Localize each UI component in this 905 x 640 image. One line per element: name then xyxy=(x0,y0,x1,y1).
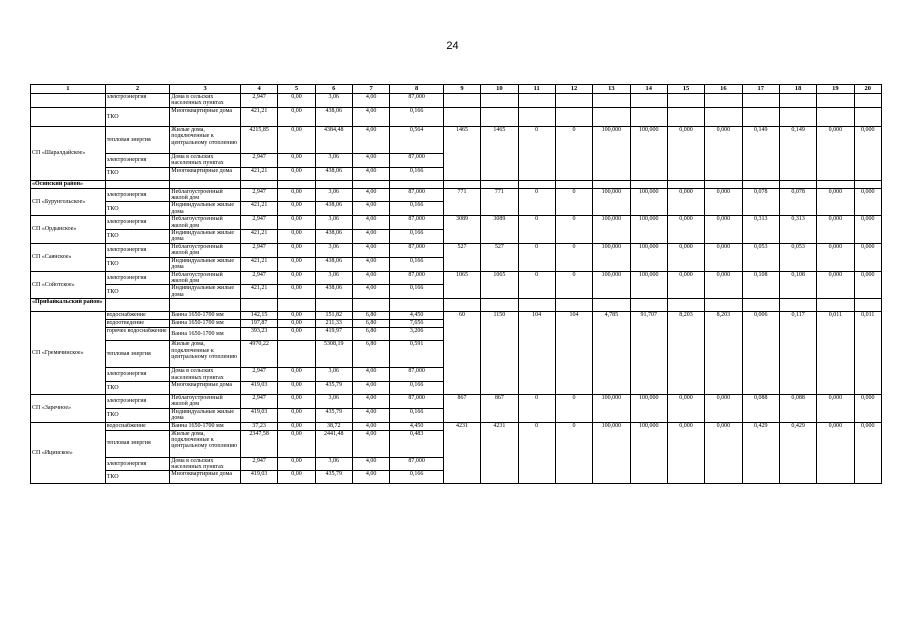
settlement-name: СП «Ицинское» xyxy=(31,422,106,484)
table-row: СП «Гремячинское» водоснабжение Ванна 1650-1700 мм 142,15 0,00 151,82 6,80 4,450 60 1150 104 104 4,785 91,707 8,203 8,203 0,006 0,117 0,011 0,011 xyxy=(31,312,882,320)
header-row xyxy=(31,85,882,94)
col-header: 20 xyxy=(854,85,881,94)
table-row: ТКО Многоквартирные дома 419,03 0,00 435,79 4,00 0,166 xyxy=(31,381,882,394)
col-header: 11 xyxy=(518,85,555,94)
table-row: ТКО Индивидуальные жилые дома 421,21 0,00 438,06 4,00 0,166 xyxy=(31,285,882,299)
col-header: 18 xyxy=(779,85,816,94)
col-header: 8 xyxy=(390,85,444,94)
settlement-name: СП «Сойотское» xyxy=(31,271,106,299)
table-row: ТКО Индивидуальные жилые дома 421,21 0,00 438,06 4,00 0,166 xyxy=(31,202,882,216)
table-row: СП «Бурунгольское» электроэнергия Неблагоустроенный жилой дом 2,947 0,00 3,06 4,00 87,000 771 771 0 0 100,000 100,000 0,000 0,000 0,078 0,078 0,000 0,000 xyxy=(31,188,882,202)
table-row: ТКО Многоквартирные дома 421,21 0,00 438,06 4,00 0,166 xyxy=(31,107,882,126)
settlement-name: СП «Гремячинское» xyxy=(31,312,106,395)
settlement-name: СП «Ордынское» xyxy=(31,216,106,244)
col-header: 19 xyxy=(817,85,854,94)
table-row: водоотведение Ванна 1650-1700 мм 197,87 0,00 211,33 6,80 7,656 xyxy=(31,320,882,328)
col-header: 15 xyxy=(667,85,704,94)
col-header: 1 xyxy=(31,85,106,94)
settlement-name: СП «Бурунгольское» xyxy=(31,188,106,216)
table-row: ТКО Индивидуальные жилые дома 419,03 0,00 435,79 4,00 0,166 xyxy=(31,408,882,422)
col-header: 2 xyxy=(105,85,170,94)
table-row: СП «Сойотское» электроэнергия Неблагоустроенный жилой дом 2,947 0,00 3,06 4,00 87,000 1065 1065 0 0 100,000 100,000 0,000 0,000 0,108 0,108 0,000 0,000 xyxy=(31,271,882,285)
table-row: электроэнергия Дома в сельских населенных пунктах 2,947 0,00 3,06 4,00 87,000 xyxy=(31,153,882,167)
table-row: СП «Ордынское» электроэнергия Неблагоустроенный жилой дом 2,947 0,00 3,06 4,00 87,000 3089 3089 0 0 100,000 100,000 0,000 0,000 0,313 0,313 0,000 0,000 xyxy=(31,216,882,230)
region-title: «Прибайкальский район» xyxy=(31,299,106,312)
table-row: СП «Ицинское» водоснабжение Ванна 1650-1700 мм 37,23 0,00 38,72 4,00 4,450 4231 4231 0 0 100,000 100,000 0,000 0,000 0,429 0,429 0,000 0,000 xyxy=(31,422,882,430)
table-row: ТКО Индивидуальные жилые дома 421,21 0,00 438,06 4,00 0,166 xyxy=(31,230,882,244)
col-header: 5 xyxy=(278,85,315,94)
tariff-table xyxy=(30,84,882,484)
region-row xyxy=(31,180,882,188)
table-row: СП «Саянское» электроэнергия Неблагоустроенный жилой дом 2,947 0,00 3,06 4,00 87,000 527 527 0 0 100,000 100,000 0,000 0,000 0,053 0,053 0,000 0,000 xyxy=(31,243,882,257)
col-header: 16 xyxy=(705,85,742,94)
region-title: «Осинский район» xyxy=(31,180,106,188)
settlement-name: СП «Заречное» xyxy=(31,394,106,422)
col-header: 4 xyxy=(240,85,277,94)
page-number: 24 xyxy=(446,40,459,52)
table-row: электроэнергия Дома в сельских населенных пунктах 2,947 0,00 3,06 4,00 87,000 xyxy=(31,368,882,382)
table-row: электроэнергия Дома в сельских населенных пунктах 2,947 0,00 3,06 4,00 87,000 xyxy=(31,94,882,108)
table-row: ТКО Индивидуальные жилые дома 421,21 0,00 438,06 4,00 0,166 xyxy=(31,257,882,271)
col-header: 14 xyxy=(630,85,667,94)
col-header: 9 xyxy=(443,85,480,94)
col-header: 7 xyxy=(352,85,389,94)
settlement-name: СП «Саянское» xyxy=(31,243,106,271)
col-header: 10 xyxy=(481,85,518,94)
table-row: электроэнергия Дома в сельских населенных пунктах 2,947 0,00 3,06 4,00 87,000 xyxy=(31,457,882,471)
col-header: 13 xyxy=(593,85,630,94)
table-row: тепловая энергия Жилые дома, подключенные к центральному отоплению 2347,58 0,00 2441,48 4,00 0,483 xyxy=(31,430,882,457)
col-header: 6 xyxy=(315,85,352,94)
table-row: СП «Заречное» электроэнергия Неблагоустроенный жилой дом 2,947 0,00 3,06 4,00 87,000 867 867 0 0 100,000 100,000 0,000 0,000 0,088 0,088 0,000 0,000 xyxy=(31,394,882,408)
table-row: горячее водоснабжение Ванна 1650-1700 мм 393,23 0,00 419,97 6,80 3,206 xyxy=(31,328,882,341)
col-header: 3 xyxy=(170,85,241,94)
col-header: 17 xyxy=(742,85,779,94)
settlement-name: СП «Шаралдайское» xyxy=(31,126,106,180)
col-header: 12 xyxy=(555,85,592,94)
table-row: СП «Шаралдайское» тепловая энергия Жилые дома, подключенные к центральному отоплению 4215,85 0,00 4384,48 4,00 0,564 1465 1465 0 0 100,000 100,000 0,000 0,000 0,149 0,149 0,000 0,000 xyxy=(31,126,882,153)
table-row: тепловая энергия Жилые дома, подключенные к центральному отоплению 4970,22 5308,19 6,80 0,591 xyxy=(31,341,882,368)
region-row xyxy=(31,299,882,312)
table-row: ТКО Многоквартирные дома 419,03 0,00 435,79 4,00 0,166 xyxy=(31,471,882,484)
table-row: ТКО Многоквартирные дома 421,21 0,00 438,06 4,00 0,166 xyxy=(31,167,882,180)
